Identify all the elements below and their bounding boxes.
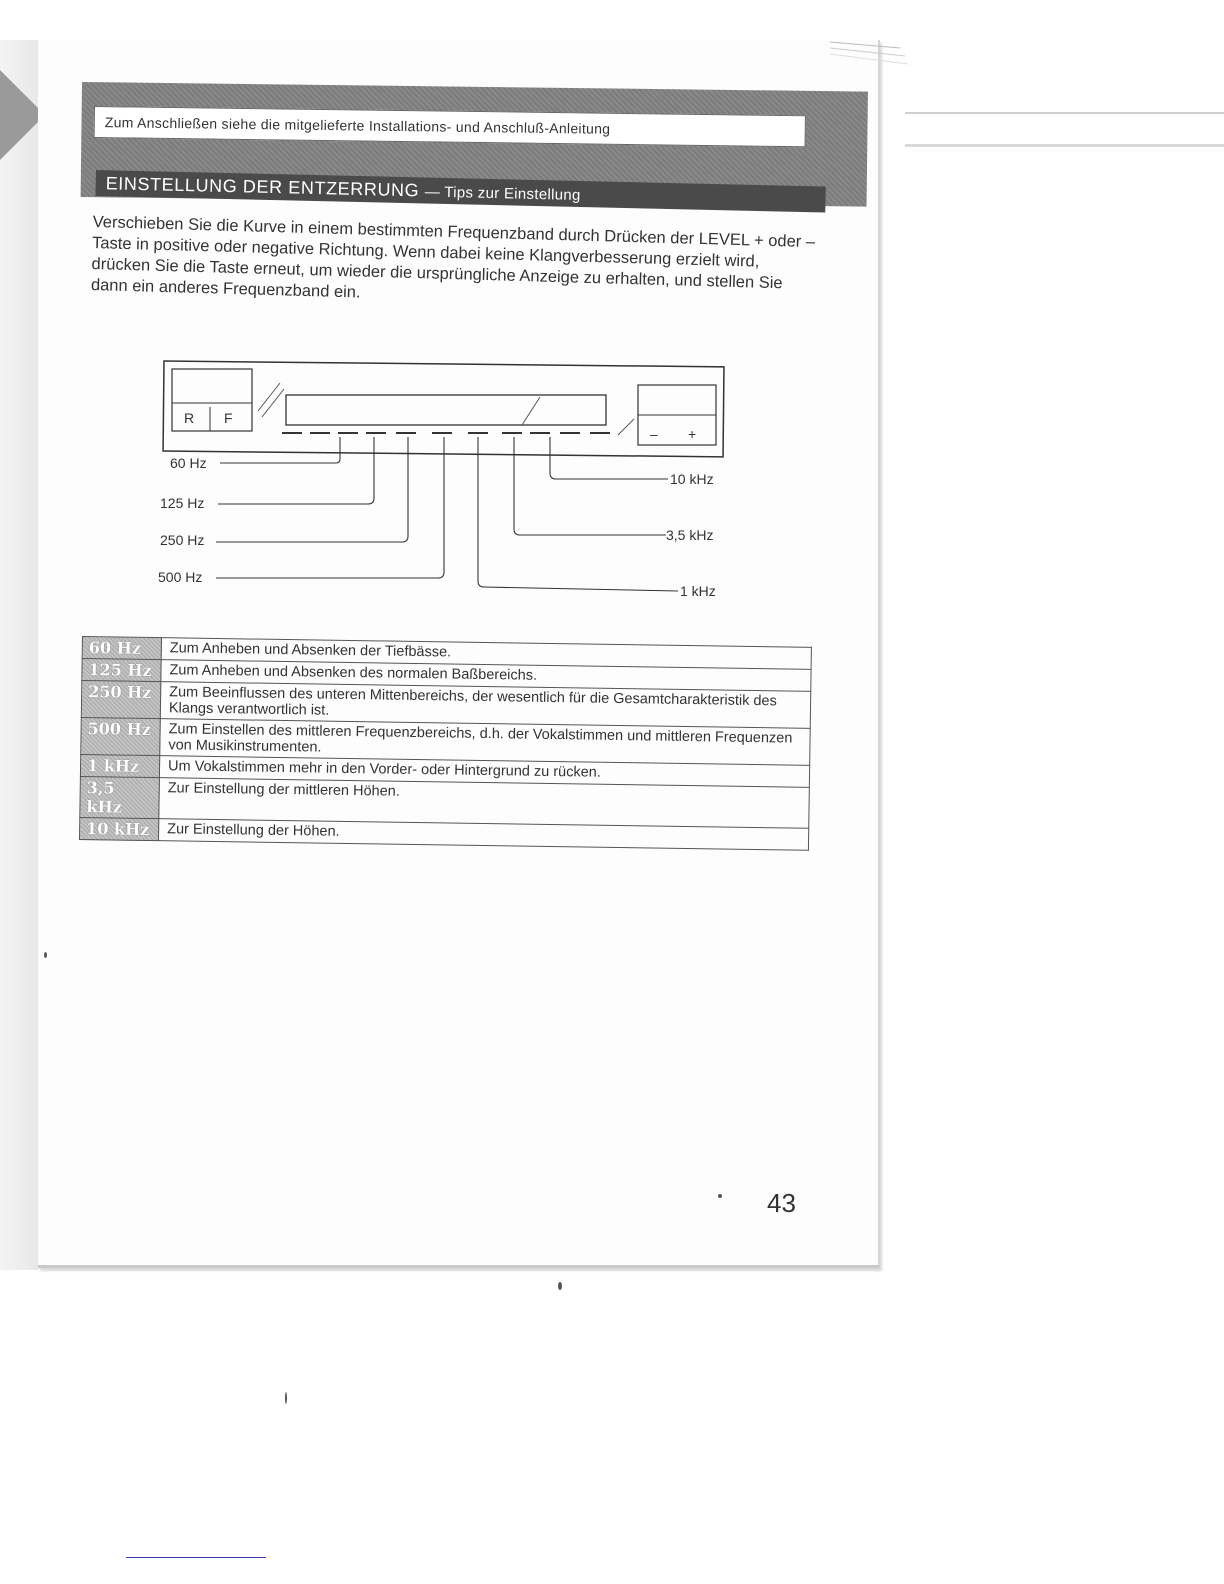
- frequency-cell: 60 Hz: [82, 637, 161, 660]
- page-number: 43: [767, 1188, 796, 1218]
- label-1khz: 1 kHz: [680, 583, 716, 599]
- header-note: Zum Anschließen siehe die mitgelieferte Installations- und Anschluß-Anleitung: [94, 106, 806, 147]
- section-title: EINSTELLUNG DER ENTZERRUNG: [105, 173, 420, 201]
- bottom-rule: [126, 1557, 266, 1558]
- frequency-cell: 250 Hz: [81, 681, 161, 719]
- plus-button-label: +: [688, 426, 697, 442]
- description-cell: Zum Anheben und Absenken der Tiefbässe.: [161, 638, 811, 670]
- label-10khz: 10 kHz: [670, 471, 714, 487]
- label-500hz: 500 Hz: [158, 569, 203, 585]
- page-left-edge: [0, 40, 38, 1270]
- frequency-cell: 500 Hz: [81, 717, 161, 755]
- description-cell: Zum Beeinflussen des unteren Mittenbereichs, der wesentlich für die Gesamtcharakteristik des Klangs verantwortlich ist.: [160, 682, 810, 729]
- description-cell: Zur Einstellung der Höhen.: [158, 819, 808, 851]
- label-60hz: 60 Hz: [170, 455, 207, 471]
- frequency-band-table: [79, 636, 812, 851]
- label-250hz: 250 Hz: [160, 532, 205, 548]
- scan-speck: [285, 1392, 287, 1404]
- label-125hz: 125 Hz: [160, 495, 205, 511]
- scan-speck: [44, 952, 47, 958]
- button-f-label: F: [224, 410, 233, 426]
- description-cell: Zum Einstellen des mittleren Frequenzbereichs, d.h. der Vokalstimmen und mittleren Frequenzen von Musikinstrumenten.: [160, 719, 810, 766]
- stacked-page-edges: [830, 40, 910, 70]
- background-page-edge: [905, 112, 1224, 147]
- leader-lines: [216, 437, 678, 591]
- section-subtitle: — Tips zur Einstellung: [424, 183, 581, 204]
- equalizer-panel-diagram: [150, 355, 750, 615]
- label-3-5khz: 3,5 kHz: [666, 527, 714, 543]
- description-cell: Zum Anheben und Absenken des normalen Baßbereichs.: [161, 660, 811, 692]
- display-window: [286, 395, 606, 425]
- minus-button-label: –: [650, 426, 658, 442]
- intro-paragraph: Verschieben Sie die Kurve in einem bestimmten Frequenzband durch Drücken der LEVEL + oder – Taste in positive oder negative Richtung. Wenn dabei keine Klangverbesserung erzielt wird, drücken Sie die Taste erneut, um wieder die ursprüngliche Anzeige zu erhalten, und stellen Sie dann ein anderes Frequenzband ein.: [90, 212, 816, 302]
- frequency-cell: 10 kHz: [79, 817, 158, 840]
- scan-speck: [718, 1194, 722, 1198]
- description-cell: Um Vokalstimmen mehr in den Vorder- oder Hintergrund zu rücken.: [159, 756, 809, 788]
- frequency-cell: 3,5 kHz: [80, 776, 160, 818]
- scan-speck: [558, 1282, 562, 1290]
- frequency-cell: 125 Hz: [82, 659, 161, 682]
- frequency-cell: 1 kHz: [80, 754, 159, 777]
- description-cell: Zur Einstellung der mittleren Höhen.: [159, 778, 810, 829]
- button-r-label: R: [184, 410, 195, 426]
